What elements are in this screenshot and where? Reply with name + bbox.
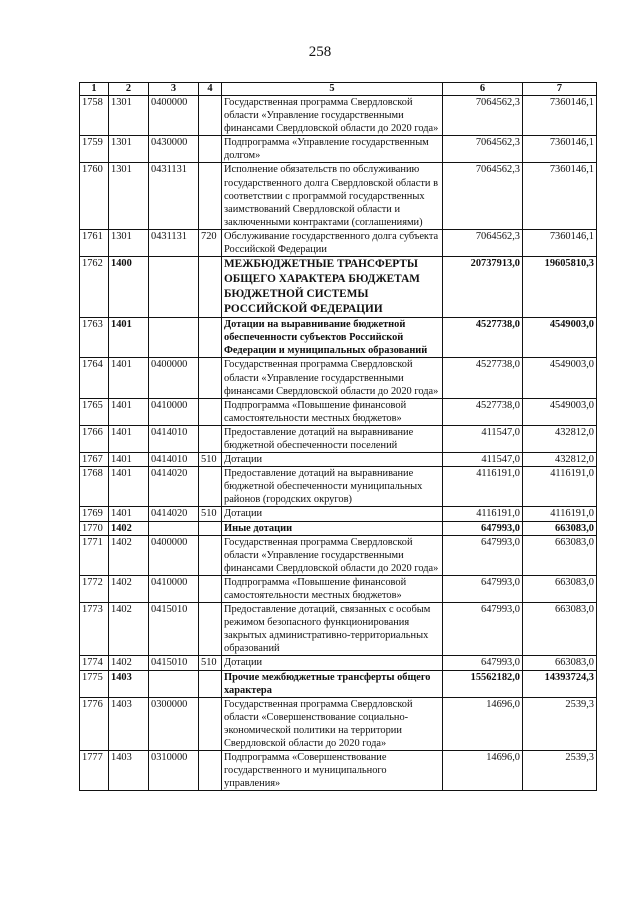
description-cell: Дотации на выравнивание бюджетной обеспеченности субъектов Российской Федерации и муниципальных образований (222, 318, 443, 358)
table-row (80, 318, 597, 358)
table-row (80, 507, 597, 521)
row-number-cell: 1762 (80, 257, 109, 318)
expense-type-cell (199, 535, 222, 575)
amount-second-year-cell: 7360146,1 (523, 96, 597, 136)
row-number-cell: 1760 (80, 163, 109, 229)
expense-type-cell (199, 425, 222, 452)
expense-type-cell (199, 670, 222, 697)
description-cell: Иные дотации (222, 521, 443, 535)
section-code-cell: 1403 (109, 670, 149, 697)
row-number-cell: 1770 (80, 521, 109, 535)
row-number-cell: 1764 (80, 358, 109, 398)
amount-second-year-cell: 7360146,1 (523, 136, 597, 163)
table-row (80, 257, 597, 318)
amount-first-year-cell: 7064562,3 (443, 96, 523, 136)
description-cell: Предоставление дотаций, связанных с особым режимом безопасного функционирования закрытых административно-территориальных образований (222, 603, 443, 656)
column-header: 7 (523, 83, 597, 96)
section-code-cell: 1403 (109, 697, 149, 750)
amount-first-year-cell: 7064562,3 (443, 229, 523, 256)
amount-first-year-cell: 20737913,0 (443, 257, 523, 318)
description-cell: Предоставление дотаций на выравнивание бюджетной обеспеченности поселений (222, 425, 443, 452)
row-number-cell: 1759 (80, 136, 109, 163)
description-cell: Прочие межбюджетные трансферты общего характера (222, 670, 443, 697)
column-header: 3 (149, 83, 199, 96)
amount-first-year-cell: 647993,0 (443, 603, 523, 656)
description-cell: Государственная программа Свердловской области «Управление государственными финансами Свердловской области до 2020 года» (222, 96, 443, 136)
column-header: 2 (109, 83, 149, 96)
column-header: 6 (443, 83, 523, 96)
table-row (80, 656, 597, 670)
amount-second-year-cell: 4549003,0 (523, 398, 597, 425)
amount-first-year-cell: 4527738,0 (443, 398, 523, 425)
row-number-cell: 1771 (80, 535, 109, 575)
description-cell: Государственная программа Свердловской области «Управление государственными финансами Свердловской области до 2020 года» (222, 358, 443, 398)
amount-second-year-cell: 663083,0 (523, 521, 597, 535)
target-article-cell: 0410000 (149, 398, 199, 425)
table-row (80, 603, 597, 656)
amount-first-year-cell: 647993,0 (443, 656, 523, 670)
expense-type-cell (199, 358, 222, 398)
amount-first-year-cell: 411547,0 (443, 453, 523, 467)
section-code-cell: 1301 (109, 229, 149, 256)
row-number-cell: 1773 (80, 603, 109, 656)
expense-type-cell (199, 318, 222, 358)
expense-type-cell: 720 (199, 229, 222, 256)
header-row (80, 83, 597, 96)
target-article-cell: 0400000 (149, 535, 199, 575)
description-cell: МЕЖБЮДЖЕТНЫЕ ТРАНСФЕРТЫ ОБЩЕГО ХАРАКТЕРА БЮДЖЕТАМ БЮДЖЕТНОЙ СИСТЕМЫ РОССИЙСКОЙ ФЕДЕРАЦИИ (222, 257, 443, 318)
amount-second-year-cell: 663083,0 (523, 535, 597, 575)
table-row (80, 136, 597, 163)
expense-type-cell (199, 751, 222, 791)
table-row (80, 96, 597, 136)
expense-type-cell (199, 697, 222, 750)
section-code-cell: 1402 (109, 575, 149, 602)
table-row (80, 751, 597, 791)
target-article-cell: 0430000 (149, 136, 199, 163)
amount-first-year-cell: 15562182,0 (443, 670, 523, 697)
description-cell: Исполнение обязательств по обслуживанию государственного долга Свердловской области в соответствии с программой государственных заимствований Свердловской области и заключенными контрактами (соглашениями) (222, 163, 443, 229)
description-cell: Подпрограмма «Повышение финансовой самостоятельности местных бюджетов» (222, 575, 443, 602)
section-code-cell: 1301 (109, 163, 149, 229)
target-article-cell: 0431131 (149, 229, 199, 256)
row-number-cell: 1766 (80, 425, 109, 452)
amount-second-year-cell: 14393724,3 (523, 670, 597, 697)
amount-second-year-cell: 432812,0 (523, 425, 597, 452)
expense-type-cell (199, 163, 222, 229)
row-number-cell: 1758 (80, 96, 109, 136)
expense-type-cell: 510 (199, 656, 222, 670)
amount-first-year-cell: 14696,0 (443, 751, 523, 791)
expense-type-cell: 510 (199, 453, 222, 467)
row-number-cell: 1769 (80, 507, 109, 521)
target-article-cell: 0400000 (149, 358, 199, 398)
amount-second-year-cell: 4116191,0 (523, 507, 597, 521)
expense-type-cell: 510 (199, 507, 222, 521)
section-code-cell: 1401 (109, 467, 149, 507)
section-code-cell: 1401 (109, 425, 149, 452)
amount-first-year-cell: 4116191,0 (443, 467, 523, 507)
row-number-cell: 1777 (80, 751, 109, 791)
description-cell: Дотации (222, 507, 443, 521)
expense-type-cell (199, 603, 222, 656)
expense-type-cell (199, 257, 222, 318)
amount-second-year-cell: 7360146,1 (523, 163, 597, 229)
target-article-cell: 0414010 (149, 425, 199, 452)
row-number-cell: 1761 (80, 229, 109, 256)
row-number-cell: 1767 (80, 453, 109, 467)
description-cell: Подпрограмма «Повышение финансовой самостоятельности местных бюджетов» (222, 398, 443, 425)
amount-first-year-cell: 7064562,3 (443, 136, 523, 163)
target-article-cell (149, 318, 199, 358)
section-code-cell: 1301 (109, 136, 149, 163)
description-cell: Предоставление дотаций на выравнивание бюджетной обеспеченности муниципальных районов (городских округов) (222, 467, 443, 507)
expense-type-cell (199, 467, 222, 507)
description-cell: Дотации (222, 453, 443, 467)
target-article-cell: 0410000 (149, 575, 199, 602)
target-article-cell (149, 670, 199, 697)
amount-first-year-cell: 4527738,0 (443, 358, 523, 398)
column-header: 5 (222, 83, 443, 96)
section-code-cell: 1402 (109, 535, 149, 575)
section-code-cell: 1402 (109, 521, 149, 535)
amount-first-year-cell: 7064562,3 (443, 163, 523, 229)
column-header: 1 (80, 83, 109, 96)
row-number-cell: 1765 (80, 398, 109, 425)
row-number-cell: 1776 (80, 697, 109, 750)
table-row (80, 697, 597, 750)
amount-first-year-cell: 4116191,0 (443, 507, 523, 521)
page-number: 258 (308, 44, 332, 60)
amount-second-year-cell: 2539,3 (523, 751, 597, 791)
row-number-cell: 1768 (80, 467, 109, 507)
expense-type-cell (199, 136, 222, 163)
row-number-cell: 1775 (80, 670, 109, 697)
section-code-cell: 1401 (109, 507, 149, 521)
amount-second-year-cell: 4116191,0 (523, 467, 597, 507)
table-row (80, 398, 597, 425)
expense-type-cell (199, 575, 222, 602)
target-article-cell: 0414010 (149, 453, 199, 467)
column-header: 4 (199, 83, 222, 96)
description-cell: Дотации (222, 656, 443, 670)
target-article-cell: 0400000 (149, 96, 199, 136)
section-code-cell: 1401 (109, 398, 149, 425)
description-cell: Подпрограмма «Совершенствование государственного и муниципального управления» (222, 751, 443, 791)
description-cell: Обслуживание государственного долга субъекта Российской Федерации (222, 229, 443, 256)
table-row (80, 575, 597, 602)
target-article-cell: 0431131 (149, 163, 199, 229)
table-row (80, 521, 597, 535)
section-code-cell: 1401 (109, 453, 149, 467)
table-row (80, 670, 597, 697)
section-code-cell: 1402 (109, 656, 149, 670)
target-article-cell: 0310000 (149, 751, 199, 791)
amount-first-year-cell: 14696,0 (443, 697, 523, 750)
amount-second-year-cell: 663083,0 (523, 575, 597, 602)
amount-second-year-cell: 19605810,3 (523, 257, 597, 318)
target-article-cell: 0415010 (149, 656, 199, 670)
description-cell: Государственная программа Свердловской области «Совершенствование социально-экономической политики на территории Свердловской области до 2020 года» (222, 697, 443, 750)
expense-type-cell (199, 398, 222, 425)
row-number-cell: 1772 (80, 575, 109, 602)
table-row (80, 358, 597, 398)
amount-second-year-cell: 432812,0 (523, 453, 597, 467)
expense-type-cell (199, 96, 222, 136)
section-code-cell: 1400 (109, 257, 149, 318)
amount-first-year-cell: 647993,0 (443, 535, 523, 575)
description-cell: Государственная программа Свердловской области «Управление государственными финансами Свердловской области до 2020 года» (222, 535, 443, 575)
amount-second-year-cell: 4549003,0 (523, 358, 597, 398)
target-article-cell: 0415010 (149, 603, 199, 656)
expense-type-cell (199, 521, 222, 535)
amount-first-year-cell: 411547,0 (443, 425, 523, 452)
target-article-cell: 0414020 (149, 507, 199, 521)
amount-second-year-cell: 2539,3 (523, 697, 597, 750)
section-code-cell: 1401 (109, 358, 149, 398)
table-row (80, 453, 597, 467)
section-code-cell: 1301 (109, 96, 149, 136)
section-code-cell: 1401 (109, 318, 149, 358)
amount-second-year-cell: 663083,0 (523, 603, 597, 656)
target-article-cell (149, 521, 199, 535)
table-row (80, 163, 597, 229)
budget-table (79, 82, 597, 791)
table-row (80, 425, 597, 452)
description-cell: Подпрограмма «Управление государственным долгом» (222, 136, 443, 163)
section-code-cell: 1403 (109, 751, 149, 791)
amount-second-year-cell: 663083,0 (523, 656, 597, 670)
amount-first-year-cell: 4527738,0 (443, 318, 523, 358)
amount-first-year-cell: 647993,0 (443, 521, 523, 535)
target-article-cell (149, 257, 199, 318)
row-number-cell: 1774 (80, 656, 109, 670)
amount-first-year-cell: 647993,0 (443, 575, 523, 602)
section-code-cell: 1402 (109, 603, 149, 656)
table-row (80, 229, 597, 256)
table-row (80, 535, 597, 575)
row-number-cell: 1763 (80, 318, 109, 358)
amount-second-year-cell: 4549003,0 (523, 318, 597, 358)
table-row (80, 467, 597, 507)
target-article-cell: 0300000 (149, 697, 199, 750)
amount-second-year-cell: 7360146,1 (523, 229, 597, 256)
target-article-cell: 0414020 (149, 467, 199, 507)
